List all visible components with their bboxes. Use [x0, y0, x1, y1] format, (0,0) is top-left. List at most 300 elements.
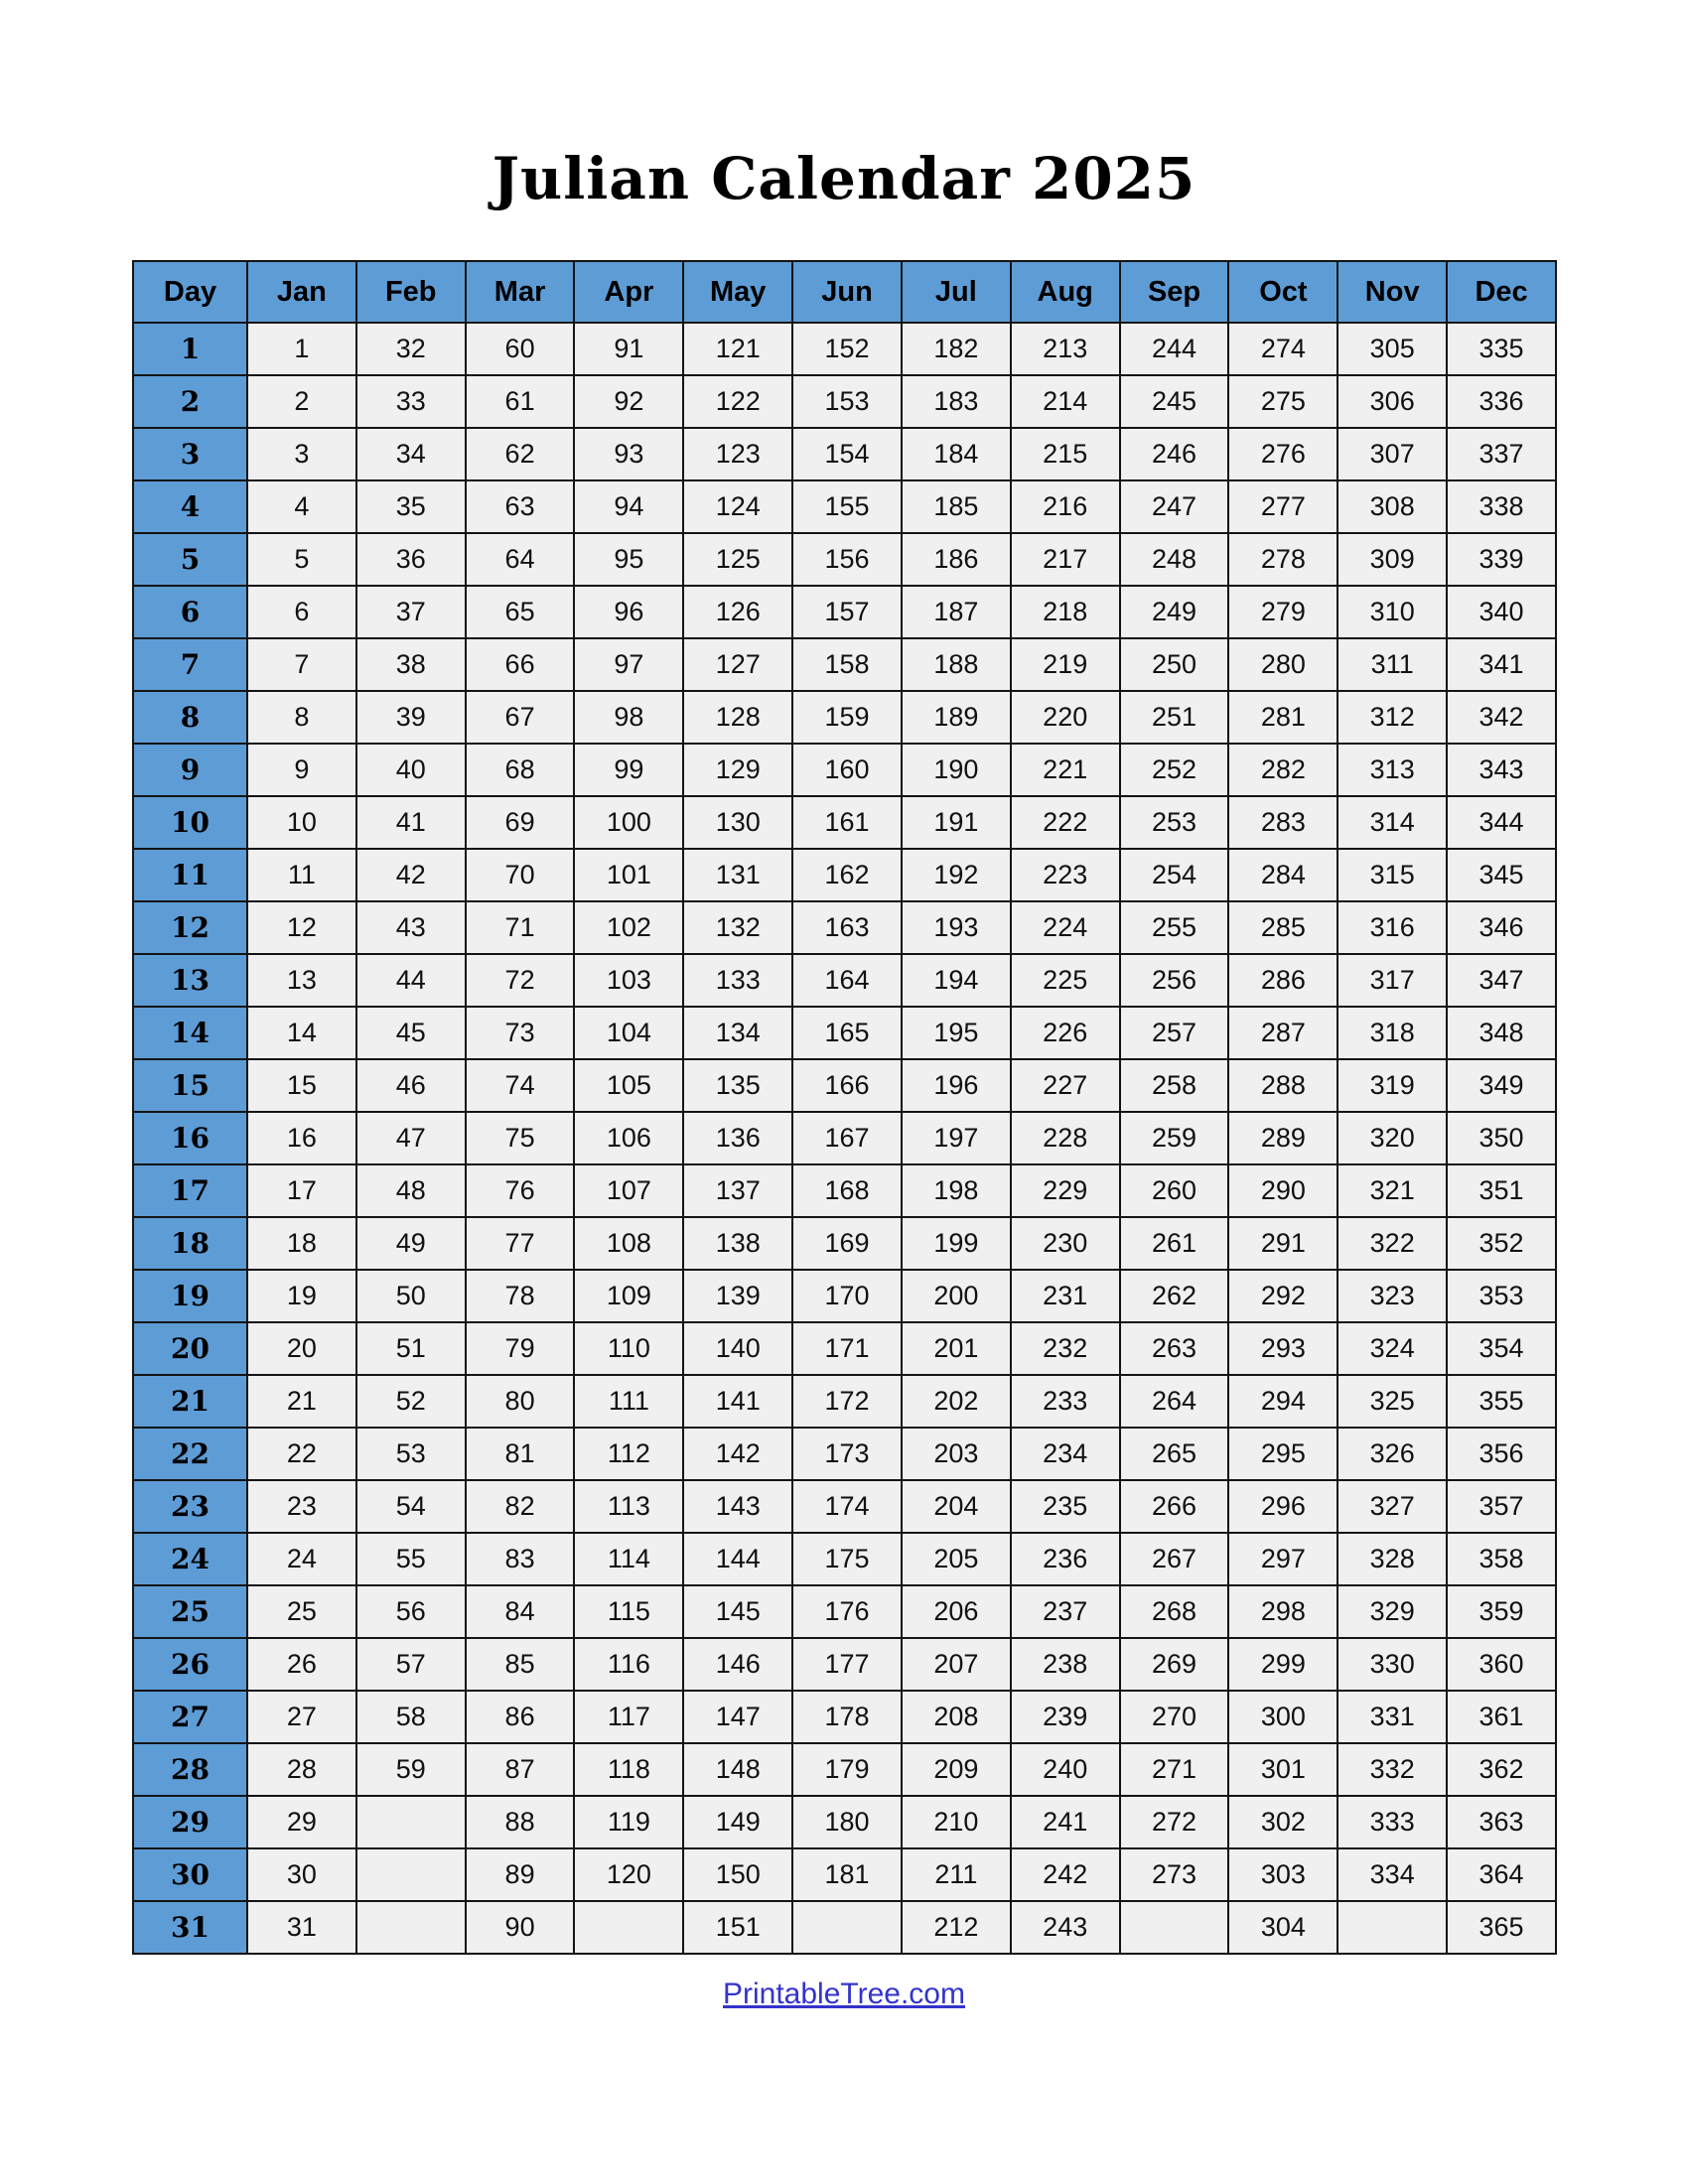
- table-row: [133, 1743, 1556, 1796]
- day-row-header: 8: [133, 691, 247, 744]
- julian-day-cell: 103: [574, 954, 683, 1007]
- julian-day-cell: 144: [683, 1533, 792, 1585]
- julian-day-cell: 65: [466, 586, 575, 638]
- julian-day-cell: 170: [792, 1270, 902, 1322]
- julian-day-cell: 182: [902, 323, 1011, 375]
- julian-day-cell: 7: [247, 638, 356, 691]
- julian-day-cell: 350: [1447, 1112, 1556, 1164]
- julian-day-cell: 118: [574, 1743, 683, 1796]
- julian-day-cell: 15: [247, 1059, 356, 1112]
- julian-day-cell: 46: [356, 1059, 466, 1112]
- julian-day-cell: 186: [902, 533, 1011, 586]
- julian-day-cell: 230: [1011, 1217, 1120, 1270]
- page-title: Julian Calendar 2025: [492, 145, 1196, 212]
- table-row: [133, 586, 1556, 638]
- table-row: [133, 480, 1556, 533]
- julian-day-cell: 70: [466, 849, 575, 901]
- julian-day-cell: 199: [902, 1217, 1011, 1270]
- julian-day-cell: 90: [466, 1901, 575, 1954]
- julian-day-cell: 174: [792, 1480, 902, 1533]
- julian-day-cell: 235: [1011, 1480, 1120, 1533]
- table-row: [133, 323, 1556, 375]
- day-row-header: 29: [133, 1796, 247, 1848]
- julian-day-cell: 226: [1011, 1007, 1120, 1059]
- table-row: [133, 1112, 1556, 1164]
- day-row-header: 1: [133, 323, 247, 375]
- julian-day-cell: 281: [1228, 691, 1337, 744]
- julian-day-cell: 240: [1011, 1743, 1120, 1796]
- julian-day-cell: 191: [902, 796, 1011, 849]
- julian-day-cell: 44: [356, 954, 466, 1007]
- julian-day-cell: 247: [1120, 480, 1229, 533]
- julian-day-cell: 9: [247, 744, 356, 796]
- julian-day-cell: 84: [466, 1585, 575, 1638]
- julian-day-cell: 217: [1011, 533, 1120, 586]
- julian-day-cell: 332: [1337, 1743, 1447, 1796]
- day-row-header: 30: [133, 1848, 247, 1901]
- julian-day-cell: 172: [792, 1375, 902, 1428]
- day-row-header: 28: [133, 1743, 247, 1796]
- julian-day-cell: 14: [247, 1007, 356, 1059]
- julian-day-cell: 130: [683, 796, 792, 849]
- julian-day-cell: 159: [792, 691, 902, 744]
- julian-day-cell: 73: [466, 1007, 575, 1059]
- julian-day-cell: 164: [792, 954, 902, 1007]
- julian-day-cell: 128: [683, 691, 792, 744]
- julian-day-cell: 268: [1120, 1585, 1229, 1638]
- table-row: [133, 533, 1556, 586]
- julian-day-cell: 347: [1447, 954, 1556, 1007]
- empty-cell: [356, 1848, 466, 1901]
- julian-day-cell: 305: [1337, 323, 1447, 375]
- julian-day-cell: 137: [683, 1164, 792, 1217]
- julian-day-cell: 255: [1120, 901, 1229, 954]
- julian-day-cell: 197: [902, 1112, 1011, 1164]
- julian-day-cell: 328: [1337, 1533, 1447, 1585]
- julian-day-cell: 288: [1228, 1059, 1337, 1112]
- column-header-may: May: [683, 261, 792, 323]
- table-row: [133, 1691, 1556, 1743]
- julian-day-cell: 148: [683, 1743, 792, 1796]
- empty-cell: [356, 1901, 466, 1954]
- julian-day-cell: 108: [574, 1217, 683, 1270]
- julian-day-cell: 334: [1337, 1848, 1447, 1901]
- julian-day-cell: 306: [1337, 375, 1447, 428]
- julian-day-cell: 359: [1447, 1585, 1556, 1638]
- julian-day-cell: 223: [1011, 849, 1120, 901]
- julian-day-cell: 326: [1337, 1428, 1447, 1480]
- julian-day-cell: 41: [356, 796, 466, 849]
- julian-day-cell: 101: [574, 849, 683, 901]
- julian-day-cell: 286: [1228, 954, 1337, 1007]
- julian-day-cell: 157: [792, 586, 902, 638]
- julian-day-cell: 215: [1011, 428, 1120, 480]
- julian-day-cell: 264: [1120, 1375, 1229, 1428]
- julian-day-cell: 149: [683, 1796, 792, 1848]
- julian-day-cell: 151: [683, 1901, 792, 1954]
- julian-day-cell: 142: [683, 1428, 792, 1480]
- julian-day-cell: 139: [683, 1270, 792, 1322]
- julian-day-cell: 55: [356, 1533, 466, 1585]
- julian-day-cell: 204: [902, 1480, 1011, 1533]
- julian-day-cell: 80: [466, 1375, 575, 1428]
- julian-day-cell: 91: [574, 323, 683, 375]
- julian-day-cell: 175: [792, 1533, 902, 1585]
- julian-day-cell: 161: [792, 796, 902, 849]
- table-header: [133, 261, 1556, 323]
- julian-day-cell: 82: [466, 1480, 575, 1533]
- julian-day-cell: 178: [792, 1691, 902, 1743]
- julian-day-cell: 218: [1011, 586, 1120, 638]
- column-header-feb: Feb: [356, 261, 466, 323]
- julian-day-cell: 81: [466, 1428, 575, 1480]
- julian-day-cell: 99: [574, 744, 683, 796]
- julian-day-cell: 307: [1337, 428, 1447, 480]
- julian-day-cell: 195: [902, 1007, 1011, 1059]
- julian-day-cell: 300: [1228, 1691, 1337, 1743]
- julian-day-cell: 138: [683, 1217, 792, 1270]
- table-row: [133, 1164, 1556, 1217]
- julian-day-cell: 17: [247, 1164, 356, 1217]
- julian-day-cell: 67: [466, 691, 575, 744]
- julian-day-cell: 156: [792, 533, 902, 586]
- column-header-oct: Oct: [1228, 261, 1337, 323]
- day-row-header: 13: [133, 954, 247, 1007]
- julian-day-cell: 154: [792, 428, 902, 480]
- julian-day-cell: 320: [1337, 1112, 1447, 1164]
- julian-day-cell: 35: [356, 480, 466, 533]
- julian-day-cell: 321: [1337, 1164, 1447, 1217]
- julian-day-cell: 76: [466, 1164, 575, 1217]
- julian-day-cell: 260: [1120, 1164, 1229, 1217]
- julian-day-cell: 153: [792, 375, 902, 428]
- julian-day-cell: 303: [1228, 1848, 1337, 1901]
- julian-day-cell: 33: [356, 375, 466, 428]
- day-row-header: 10: [133, 796, 247, 849]
- julian-day-cell: 364: [1447, 1848, 1556, 1901]
- julian-day-cell: 171: [792, 1322, 902, 1375]
- julian-day-cell: 280: [1228, 638, 1337, 691]
- julian-day-cell: 234: [1011, 1428, 1120, 1480]
- julian-day-cell: 293: [1228, 1322, 1337, 1375]
- julian-day-cell: 83: [466, 1533, 575, 1585]
- julian-day-cell: 150: [683, 1848, 792, 1901]
- julian-day-cell: 100: [574, 796, 683, 849]
- julian-day-cell: 2: [247, 375, 356, 428]
- julian-day-cell: 24: [247, 1533, 356, 1585]
- julian-day-cell: 301: [1228, 1743, 1337, 1796]
- julian-day-cell: 309: [1337, 533, 1447, 586]
- julian-day-cell: 49: [356, 1217, 466, 1270]
- day-row-header: 5: [133, 533, 247, 586]
- julian-day-cell: 308: [1337, 480, 1447, 533]
- julian-day-cell: 335: [1447, 323, 1556, 375]
- day-row-header: 18: [133, 1217, 247, 1270]
- julian-day-cell: 155: [792, 480, 902, 533]
- julian-day-cell: 295: [1228, 1428, 1337, 1480]
- julian-day-cell: 229: [1011, 1164, 1120, 1217]
- julian-day-cell: 189: [902, 691, 1011, 744]
- column-header-mar: Mar: [466, 261, 575, 323]
- julian-day-cell: 147: [683, 1691, 792, 1743]
- empty-cell: [792, 1901, 902, 1954]
- julian-day-cell: 29: [247, 1796, 356, 1848]
- julian-day-cell: 183: [902, 375, 1011, 428]
- julian-day-cell: 12: [247, 901, 356, 954]
- julian-day-cell: 42: [356, 849, 466, 901]
- julian-day-cell: 263: [1120, 1322, 1229, 1375]
- julian-day-cell: 47: [356, 1112, 466, 1164]
- julian-day-cell: 330: [1337, 1638, 1447, 1691]
- julian-day-cell: 88: [466, 1796, 575, 1848]
- julian-day-cell: 343: [1447, 744, 1556, 796]
- julian-day-cell: 346: [1447, 901, 1556, 954]
- julian-day-cell: 66: [466, 638, 575, 691]
- julian-day-cell: 360: [1447, 1638, 1556, 1691]
- julian-day-cell: 4: [247, 480, 356, 533]
- julian-day-cell: 32: [356, 323, 466, 375]
- julian-day-cell: 179: [792, 1743, 902, 1796]
- julian-day-cell: 345: [1447, 849, 1556, 901]
- julian-day-cell: 275: [1228, 375, 1337, 428]
- julian-day-cell: 188: [902, 638, 1011, 691]
- julian-day-cell: 363: [1447, 1796, 1556, 1848]
- julian-day-cell: 265: [1120, 1428, 1229, 1480]
- julian-day-cell: 362: [1447, 1743, 1556, 1796]
- julian-day-cell: 13: [247, 954, 356, 1007]
- day-row-header: 2: [133, 375, 247, 428]
- julian-day-cell: 97: [574, 638, 683, 691]
- julian-day-cell: 158: [792, 638, 902, 691]
- julian-day-cell: 86: [466, 1691, 575, 1743]
- table-row: [133, 1375, 1556, 1428]
- julian-day-cell: 111: [574, 1375, 683, 1428]
- julian-day-cell: 95: [574, 533, 683, 586]
- julian-day-cell: 127: [683, 638, 792, 691]
- julian-day-cell: 136: [683, 1112, 792, 1164]
- julian-day-cell: 314: [1337, 796, 1447, 849]
- julian-day-cell: 258: [1120, 1059, 1229, 1112]
- julian-day-cell: 163: [792, 901, 902, 954]
- julian-day-cell: 64: [466, 533, 575, 586]
- julian-day-cell: 146: [683, 1638, 792, 1691]
- julian-day-cell: 102: [574, 901, 683, 954]
- julian-day-cell: 25: [247, 1585, 356, 1638]
- julian-day-cell: 249: [1120, 586, 1229, 638]
- julian-day-cell: 252: [1120, 744, 1229, 796]
- julian-day-cell: 318: [1337, 1007, 1447, 1059]
- julian-day-cell: 11: [247, 849, 356, 901]
- day-row-header: 25: [133, 1585, 247, 1638]
- julian-day-cell: 299: [1228, 1638, 1337, 1691]
- julian-day-cell: 210: [902, 1796, 1011, 1848]
- julian-day-cell: 112: [574, 1428, 683, 1480]
- julian-day-cell: 259: [1120, 1112, 1229, 1164]
- julian-day-cell: 289: [1228, 1112, 1337, 1164]
- julian-day-cell: 243: [1011, 1901, 1120, 1954]
- julian-day-cell: 117: [574, 1691, 683, 1743]
- empty-cell: [1337, 1901, 1447, 1954]
- julian-day-cell: 40: [356, 744, 466, 796]
- julian-day-cell: 23: [247, 1480, 356, 1533]
- julian-day-cell: 315: [1337, 849, 1447, 901]
- day-row-header: 9: [133, 744, 247, 796]
- table-row: [133, 1848, 1556, 1901]
- julian-day-cell: 261: [1120, 1217, 1229, 1270]
- table-row: [133, 1322, 1556, 1375]
- julian-day-cell: 253: [1120, 796, 1229, 849]
- julian-day-cell: 57: [356, 1638, 466, 1691]
- column-header-apr: Apr: [574, 261, 683, 323]
- empty-cell: [356, 1796, 466, 1848]
- julian-day-cell: 79: [466, 1322, 575, 1375]
- julian-day-cell: 296: [1228, 1480, 1337, 1533]
- julian-day-cell: 355: [1447, 1375, 1556, 1428]
- julian-day-cell: 337: [1447, 428, 1556, 480]
- julian-day-cell: 124: [683, 480, 792, 533]
- julian-day-cell: 125: [683, 533, 792, 586]
- julian-day-cell: 109: [574, 1270, 683, 1322]
- day-row-header: 26: [133, 1638, 247, 1691]
- julian-day-cell: 266: [1120, 1480, 1229, 1533]
- julian-day-cell: 338: [1447, 480, 1556, 533]
- julian-day-cell: 119: [574, 1796, 683, 1848]
- julian-day-cell: 341: [1447, 638, 1556, 691]
- julian-day-cell: 107: [574, 1164, 683, 1217]
- julian-day-cell: 45: [356, 1007, 466, 1059]
- footer-link[interactable]: PrintableTree.com: [723, 1978, 965, 2010]
- day-row-header: 16: [133, 1112, 247, 1164]
- column-header-jul: Jul: [902, 261, 1011, 323]
- julian-day-cell: 313: [1337, 744, 1447, 796]
- julian-day-cell: 356: [1447, 1428, 1556, 1480]
- julian-day-cell: 216: [1011, 480, 1120, 533]
- julian-day-cell: 28: [247, 1743, 356, 1796]
- julian-day-cell: 213: [1011, 323, 1120, 375]
- table-row: [133, 1480, 1556, 1533]
- julian-day-cell: 361: [1447, 1691, 1556, 1743]
- julian-day-cell: 5: [247, 533, 356, 586]
- julian-day-cell: 94: [574, 480, 683, 533]
- column-header-sep: Sep: [1120, 261, 1229, 323]
- julian-day-cell: 129: [683, 744, 792, 796]
- julian-day-cell: 272: [1120, 1796, 1229, 1848]
- table-row: [133, 901, 1556, 954]
- day-row-header: 22: [133, 1428, 247, 1480]
- day-row-header: 31: [133, 1901, 247, 1954]
- julian-day-cell: 131: [683, 849, 792, 901]
- julian-day-cell: 194: [902, 954, 1011, 1007]
- julian-day-cell: 198: [902, 1164, 1011, 1217]
- table-row: [133, 1533, 1556, 1585]
- day-row-header: 24: [133, 1533, 247, 1585]
- julian-day-cell: 278: [1228, 533, 1337, 586]
- day-row-header: 4: [133, 480, 247, 533]
- julian-day-cell: 59: [356, 1743, 466, 1796]
- julian-day-cell: 316: [1337, 901, 1447, 954]
- table-row: [133, 1007, 1556, 1059]
- julian-day-cell: 339: [1447, 533, 1556, 586]
- julian-day-cell: 34: [356, 428, 466, 480]
- julian-day-cell: 358: [1447, 1533, 1556, 1585]
- julian-day-cell: 75: [466, 1112, 575, 1164]
- julian-day-cell: 298: [1228, 1585, 1337, 1638]
- table-row: [133, 796, 1556, 849]
- julian-day-cell: 114: [574, 1533, 683, 1585]
- julian-day-cell: 121: [683, 323, 792, 375]
- julian-day-cell: 357: [1447, 1480, 1556, 1533]
- julian-day-cell: 322: [1337, 1217, 1447, 1270]
- julian-day-cell: 276: [1228, 428, 1337, 480]
- julian-day-cell: 291: [1228, 1217, 1337, 1270]
- day-row-header: 19: [133, 1270, 247, 1322]
- julian-day-cell: 184: [902, 428, 1011, 480]
- column-header-dec: Dec: [1447, 261, 1556, 323]
- julian-day-cell: 304: [1228, 1901, 1337, 1954]
- julian-day-cell: 290: [1228, 1164, 1337, 1217]
- julian-day-cell: 190: [902, 744, 1011, 796]
- day-row-header: 23: [133, 1480, 247, 1533]
- julian-day-cell: 68: [466, 744, 575, 796]
- table-row: [133, 691, 1556, 744]
- julian-day-cell: 43: [356, 901, 466, 954]
- julian-day-cell: 21: [247, 1375, 356, 1428]
- table-row: [133, 1585, 1556, 1638]
- julian-day-cell: 273: [1120, 1848, 1229, 1901]
- table-row: [133, 375, 1556, 428]
- julian-day-cell: 236: [1011, 1533, 1120, 1585]
- julian-day-cell: 63: [466, 480, 575, 533]
- julian-day-cell: 351: [1447, 1164, 1556, 1217]
- julian-day-cell: 143: [683, 1480, 792, 1533]
- julian-day-cell: 104: [574, 1007, 683, 1059]
- table-row: [133, 1638, 1556, 1691]
- table-row: [133, 954, 1556, 1007]
- julian-day-cell: 89: [466, 1848, 575, 1901]
- julian-day-cell: 221: [1011, 744, 1120, 796]
- julian-day-cell: 52: [356, 1375, 466, 1428]
- julian-day-cell: 177: [792, 1638, 902, 1691]
- julian-day-cell: 54: [356, 1480, 466, 1533]
- julian-day-cell: 53: [356, 1428, 466, 1480]
- julian-day-cell: 38: [356, 638, 466, 691]
- julian-day-cell: 212: [902, 1901, 1011, 1954]
- julian-day-cell: 31: [247, 1901, 356, 1954]
- table-row: [133, 428, 1556, 480]
- julian-day-cell: 105: [574, 1059, 683, 1112]
- julian-day-cell: 331: [1337, 1691, 1447, 1743]
- julian-day-cell: 257: [1120, 1007, 1229, 1059]
- julian-day-cell: 123: [683, 428, 792, 480]
- julian-day-cell: 87: [466, 1743, 575, 1796]
- julian-day-cell: 244: [1120, 323, 1229, 375]
- julian-day-cell: 279: [1228, 586, 1337, 638]
- julian-day-cell: 132: [683, 901, 792, 954]
- julian-day-cell: 120: [574, 1848, 683, 1901]
- julian-day-cell: 319: [1337, 1059, 1447, 1112]
- julian-day-cell: 96: [574, 586, 683, 638]
- julian-day-cell: 106: [574, 1112, 683, 1164]
- julian-day-cell: 134: [683, 1007, 792, 1059]
- julian-day-cell: 176: [792, 1585, 902, 1638]
- julian-day-cell: 231: [1011, 1270, 1120, 1322]
- julian-day-cell: 37: [356, 586, 466, 638]
- julian-day-cell: 181: [792, 1848, 902, 1901]
- julian-day-cell: 51: [356, 1322, 466, 1375]
- table-row: [133, 1059, 1556, 1112]
- julian-day-cell: 285: [1228, 901, 1337, 954]
- julian-day-cell: 6: [247, 586, 356, 638]
